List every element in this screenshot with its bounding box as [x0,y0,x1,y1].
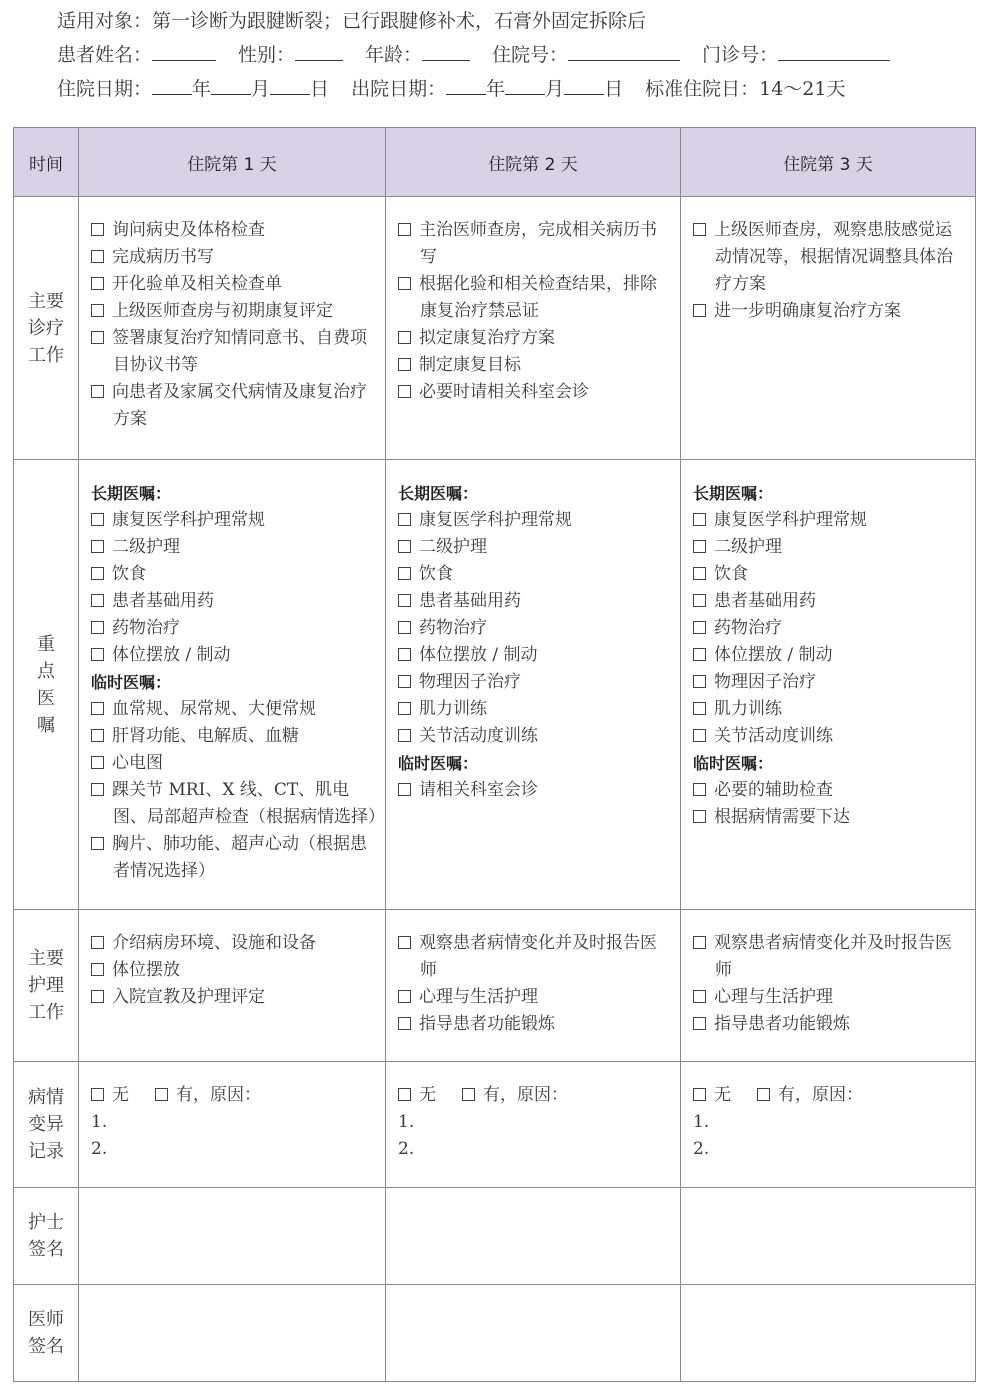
checklist-item [91,984,377,1011]
checklist-item [91,696,377,723]
checklist-item-text: 药物治疗 [112,618,180,638]
checkbox[interactable] [398,621,411,634]
checklist-item [91,244,377,271]
checklist-item [91,723,377,750]
admit-day: 日 [310,78,330,100]
discharge-label: 出院日期： [351,78,447,100]
checklist-item-text: 体位摆放 / 制动 [112,645,231,665]
checklist-item [91,831,377,885]
checklist-item [91,217,377,244]
checklist-item [693,1011,967,1038]
checklist-item-text: 肝肾功能、电解质、血糖 [112,726,299,746]
row-orders [14,460,976,910]
checklist-item [693,217,967,298]
inpatient-no-blank [568,42,680,61]
checklist-item [91,271,377,298]
checkbox[interactable] [398,729,411,742]
checkbox[interactable] [91,936,104,949]
checkbox[interactable] [693,567,706,580]
checkbox[interactable] [693,936,706,949]
checkbox[interactable] [91,702,104,715]
option-none-label: 无 [714,1085,731,1105]
checklist-item-text: 肌力训练 [714,699,782,719]
checklist-item-text: 入院宣教及护理评定 [112,987,265,1007]
clinical-pathway-table [13,127,976,1382]
checklist-item [693,615,967,642]
checkbox[interactable] [398,1017,411,1030]
checklist-item [693,723,967,750]
checkbox[interactable] [693,783,706,796]
col-day1: 住院第 1 天 [79,128,386,197]
checklist-item-text: 肌力训练 [419,699,487,719]
checklist-item [693,804,967,831]
temporary-orders-label: 临时医嘱： [91,673,172,692]
variation-options [91,1082,377,1109]
checklist-item [91,561,377,588]
checklist-item [91,298,377,325]
option-yes-label: 有，原因： [778,1085,863,1105]
checkbox[interactable] [91,756,104,769]
row-diagnosis [14,197,976,460]
checklist-item [693,696,967,723]
checkbox[interactable] [398,385,411,398]
checkbox[interactable] [398,277,411,290]
checklist-item [693,642,967,669]
checklist-item-text: 患者基础用药 [419,591,521,611]
long-term-orders-label: 长期医嘱： [693,484,774,503]
checkbox[interactable] [91,594,104,607]
checklist-item [693,507,967,534]
checklist-item-text: 完成病历书写 [112,247,214,267]
checklist-item [91,957,377,984]
checklist-item [91,325,377,379]
checkbox[interactable] [693,513,706,526]
checkbox[interactable] [91,621,104,634]
row-nurse-sign [14,1188,976,1285]
checklist-item [398,930,672,984]
checklist-item-text: 观察患者病情变化并及时报告医师 [419,933,657,980]
row-nursing [14,910,976,1062]
checkbox[interactable] [91,567,104,580]
checklist-item [398,507,672,534]
header-row [14,128,976,197]
checklist-item [398,696,672,723]
checklist-item-text: 体位摆放 / 制动 [714,645,833,665]
checklist-item-text: 康复医学科护理常规 [714,510,867,530]
checklist-item [91,588,377,615]
nurse-sign-day2[interactable] [386,1188,681,1285]
date-line [57,74,845,101]
checklist-item-text: 开化验单及相关检查单 [112,274,282,294]
nursing-day1 [79,910,386,1062]
checklist-item-text: 指导患者功能锻炼 [419,1014,555,1034]
checklist-item [91,750,377,777]
checkbox[interactable] [91,277,104,290]
checklist-item [398,271,672,325]
doctor-sign-day1[interactable] [79,1285,386,1382]
checklist-item [398,352,672,379]
checklist-item [693,984,967,1011]
checklist-item [398,561,672,588]
variation-day3 [681,1062,976,1188]
checklist-item-text: 根据化验和相关检查结果，排除康复治疗禁忌证 [419,274,657,321]
checklist-item [91,615,377,642]
standard-stay: 标准住院日：14～21天 [645,78,846,100]
checkbox[interactable] [398,648,411,661]
checklist-item-text: 物理因子治疗 [419,672,521,692]
checkbox[interactable] [398,936,411,949]
checklist-item-text: 康复医学科护理常规 [419,510,572,530]
reason-line-2: 2. [398,1139,415,1159]
variation-options [693,1082,967,1109]
checklist-item-text: 患者基础用药 [112,591,214,611]
checklist-item-text: 踝关节 MRI、X 线、CT、肌电图、局部超声检查（根据病情选择） [112,780,385,827]
checkbox[interactable] [91,837,104,850]
reason-line-1: 1. [693,1112,710,1132]
option-yes-label: 有，原因： [176,1085,261,1105]
checklist-item-text: 体位摆放 [112,960,180,980]
checkbox[interactable] [693,810,706,823]
checklist-item [398,723,672,750]
checklist-item-text: 患者基础用药 [714,591,816,611]
temporary-orders-label: 临时医嘱： [398,754,479,773]
discharge-day: 日 [604,78,624,100]
checklist-item [693,561,967,588]
discharge-month: 月 [545,78,565,100]
col-day3: 住院第 3 天 [681,128,976,197]
checkbox[interactable] [91,331,104,344]
checklist-item [398,615,672,642]
checklist-item [693,534,967,561]
checkbox[interactable] [693,304,706,317]
checklist-item-text: 介绍病房环境、设施和设备 [112,933,316,953]
checkbox[interactable] [91,540,104,553]
reason-line-1: 1. [91,1112,108,1132]
reason-line-2: 2. [693,1139,710,1159]
reason-line-2: 2. [91,1139,108,1159]
checklist-item-text: 必要的辅助检查 [714,780,833,800]
checkbox[interactable] [693,990,706,1003]
col-day2: 住院第 2 天 [386,128,681,197]
variation-day1 [79,1062,386,1188]
checkbox[interactable] [91,963,104,976]
checklist-item-text: 心理与生活护理 [419,987,538,1007]
checkbox-none[interactable] [91,1088,104,1101]
checkbox[interactable] [693,648,706,661]
checklist-item [693,669,967,696]
checkbox-yes[interactable] [155,1088,168,1101]
checkbox[interactable] [693,621,706,634]
scope-text: 适用对象：第一诊断为跟腱断裂；已行跟腱修补术，石膏外固定拆除后 [57,10,647,32]
checkbox-yes[interactable] [757,1088,770,1101]
age-label: 年龄： [365,44,423,66]
doctor-sign-day3[interactable] [681,1285,976,1382]
sex-blank [295,42,343,61]
orders-day3 [681,460,976,910]
admit-label: 住院日期： [57,78,153,100]
checklist-item-text: 制定康复目标 [419,355,521,375]
checkbox[interactable] [693,540,706,553]
checklist-item [398,777,672,804]
checklist-item [693,777,967,804]
checklist-item [693,588,967,615]
checkbox[interactable] [398,540,411,553]
nursing-day2 [386,910,681,1062]
checklist-item [398,669,672,696]
checkbox-none[interactable] [693,1088,706,1101]
checkbox[interactable] [398,702,411,715]
checkbox[interactable] [693,223,706,236]
checklist-item [91,642,377,669]
checklist-item [91,534,377,561]
checkbox[interactable] [398,223,411,236]
orders-day1 [79,460,386,910]
checklist-item-text: 胸片、肺功能、超声心动（根据患者情况选择） [112,834,367,881]
checklist-item [693,930,967,984]
checklist-item-text: 康复医学科护理常规 [112,510,265,530]
row-nursing-head: 主要护理工作 [14,910,79,1062]
checkbox[interactable] [398,358,411,371]
checklist-item [398,588,672,615]
checklist-item [398,217,672,271]
checklist-item-text: 关节活动度训练 [419,726,538,746]
row-diagnosis-head: 主要诊疗工作 [14,197,79,460]
checklist-item-text: 进一步明确康复治疗方案 [714,301,901,321]
option-none-label: 无 [419,1085,436,1105]
checkbox[interactable] [398,567,411,580]
checklist-item-text: 物理因子治疗 [714,672,816,692]
checkbox[interactable] [398,513,411,526]
checkbox[interactable] [91,729,104,742]
row-variation [14,1062,976,1188]
checklist-item [91,379,377,433]
checklist-item [91,930,377,957]
diag-day2 [386,197,681,460]
checklist-item-text: 二级护理 [714,537,782,557]
checklist-item [398,379,672,406]
checkbox[interactable] [398,331,411,344]
col-time: 时间 [14,128,79,197]
long-term-orders-label: 长期医嘱： [398,484,479,503]
scope-line [57,6,646,33]
age-blank [422,42,470,61]
checklist-item-text: 饮食 [112,564,146,584]
checklist-item-text: 上级医师查房，观察患肢感觉运动情况等，根据情况调整具体治疗方案 [714,220,953,294]
nurse-sign-day1[interactable] [79,1188,386,1285]
admit-year: 年 [192,78,212,100]
nurse-sign-day3[interactable] [681,1188,976,1285]
reason-line-1: 1. [398,1112,415,1132]
outpatient-no-blank [778,42,890,61]
checkbox[interactable] [91,783,104,796]
option-yes-label: 有，原因： [483,1085,568,1105]
checklist-item-text: 签署康复治疗知情同意书、自费项目协议书等 [112,328,367,375]
checklist-item-text: 根据病情需要下达 [714,807,850,827]
checkbox[interactable] [91,223,104,236]
checklist-item-text: 药物治疗 [714,618,782,638]
checklist-item-text: 请相关科室会诊 [419,780,538,800]
doctor-sign-day2[interactable] [386,1285,681,1382]
checkbox[interactable] [398,783,411,796]
patient-name-blank [152,42,216,61]
checkbox-yes[interactable] [462,1088,475,1101]
checkbox[interactable] [693,675,706,688]
discharge-year: 年 [486,78,506,100]
checklist-item [398,642,672,669]
checklist-item-text: 必要时请相关科室会诊 [419,382,589,402]
checklist-item-text: 血常规、尿常规、大便常规 [112,699,316,719]
checklist-item [91,777,385,831]
patient-info-line [57,40,890,67]
row-doctor-sign [14,1285,976,1382]
checklist-item [398,984,672,1011]
checkbox[interactable] [91,513,104,526]
checklist-item-text: 饮食 [714,564,748,584]
checklist-item-text: 二级护理 [419,537,487,557]
checkbox[interactable] [398,594,411,607]
variation-options [398,1082,672,1109]
long-term-orders-label: 长期医嘱： [91,484,172,503]
checklist-item-text: 指导患者功能锻炼 [714,1014,850,1034]
temporary-orders-label: 临时医嘱： [693,754,774,773]
checkbox[interactable] [91,304,104,317]
checkbox[interactable] [693,1017,706,1030]
checkbox[interactable] [693,702,706,715]
checklist-item [398,325,672,352]
checkbox[interactable] [91,648,104,661]
checklist-item [693,298,967,325]
checklist-item-text: 心电图 [112,753,163,773]
checklist-item-text: 询问病史及体格检查 [112,220,265,240]
checklist-item-text: 二级护理 [112,537,180,557]
patient-name-label: 患者姓名： [57,44,153,66]
inpatient-no-label: 住院号： [492,44,569,66]
checklist-item-text: 主治医师查房，完成相关病历书写 [419,220,657,267]
option-none-label: 无 [112,1085,129,1105]
checklist-item-text: 关节活动度训练 [714,726,833,746]
row-doctor-sign-head: 医师签名 [14,1285,79,1382]
checkbox[interactable] [398,990,411,1003]
row-nurse-sign-head: 护士签名 [14,1188,79,1285]
checkbox[interactable] [91,990,104,1003]
orders-day2 [386,460,681,910]
checklist-item [398,534,672,561]
checklist-item-text: 饮食 [419,564,453,584]
checkbox[interactable] [91,250,104,263]
checkbox-none[interactable] [398,1088,411,1101]
checklist-item-text: 向患者及家属交代病情及康复治疗方案 [112,382,367,429]
checkbox[interactable] [693,729,706,742]
checklist-item [398,1011,672,1038]
diag-day1 [79,197,386,460]
checklist-item [91,507,377,534]
nursing-day3 [681,910,976,1062]
row-orders-head: 重点医嘱 [14,460,79,910]
row-variation-head: 病情变异记录 [14,1062,79,1188]
checklist-item-text: 上级医师查房与初期康复评定 [112,301,333,321]
checkbox[interactable] [91,385,104,398]
admit-month: 月 [251,78,271,100]
sex-label: 性别： [238,44,296,66]
checklist-item-text: 心理与生活护理 [714,987,833,1007]
outpatient-no-label: 门诊号： [702,44,779,66]
checklist-item-text: 体位摆放 / 制动 [419,645,538,665]
checkbox[interactable] [398,675,411,688]
checklist-item-text: 观察患者病情变化并及时报告医师 [714,933,952,980]
checkbox[interactable] [693,594,706,607]
diag-day3 [681,197,976,460]
checklist-item-text: 药物治疗 [419,618,487,638]
checklist-item-text: 拟定康复治疗方案 [419,328,555,348]
variation-day2 [386,1062,681,1188]
